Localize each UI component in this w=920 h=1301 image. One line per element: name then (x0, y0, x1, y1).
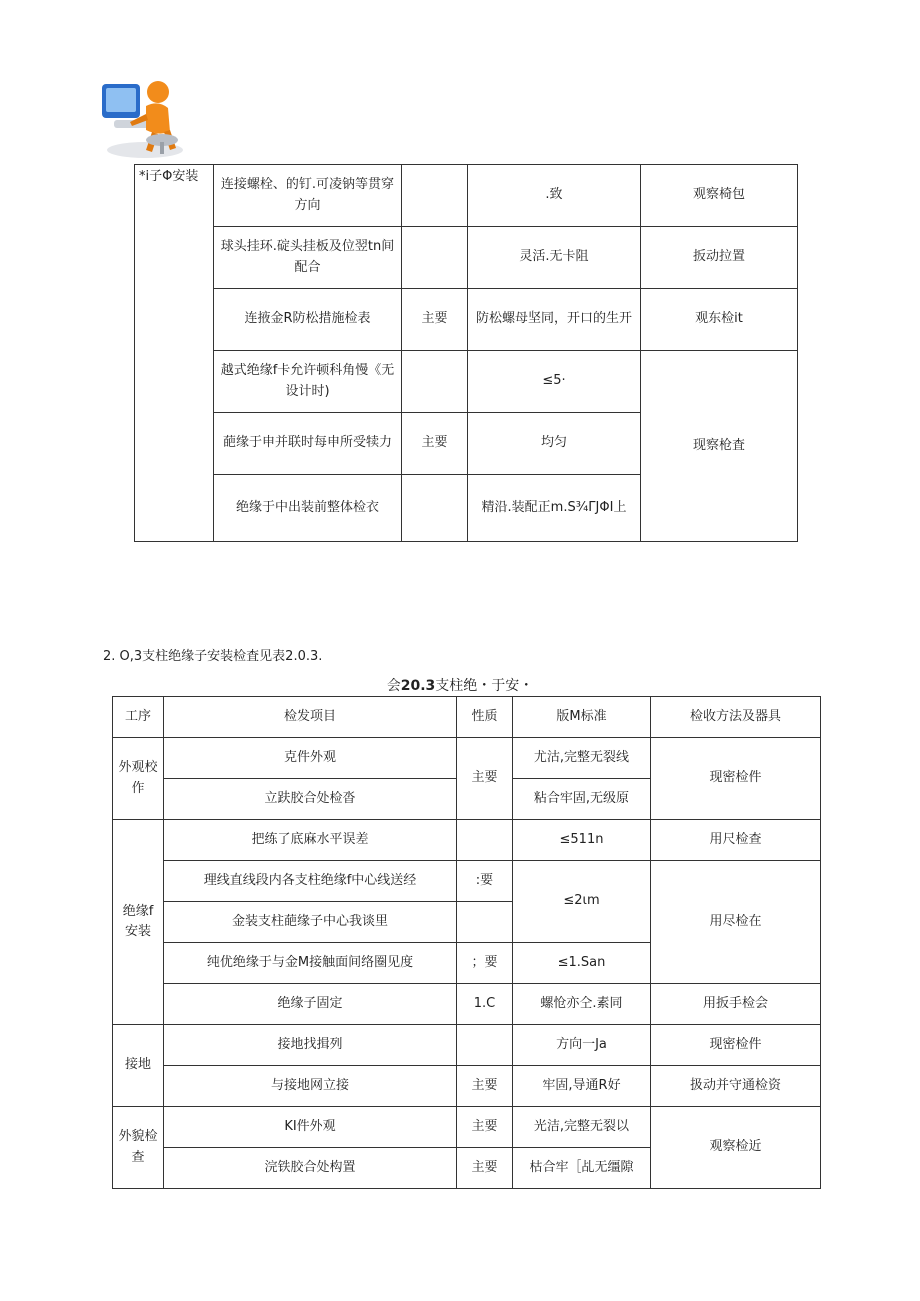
standard-cell: ≤5· (468, 351, 641, 413)
method-cell: 观察检近 (651, 1107, 821, 1189)
method-cell: 观察椅包 (641, 165, 798, 227)
nature-cell: 主要 (457, 1066, 513, 1107)
standard-cell: 光洁,完整无裂以 (513, 1107, 651, 1148)
table-row (113, 1066, 821, 1107)
table-row (135, 351, 798, 413)
nature-cell (402, 165, 468, 227)
table-row (135, 227, 798, 289)
table-row (113, 738, 821, 779)
insulator-string-install-table (134, 164, 798, 542)
item-cell: 接地找揖列 (164, 1025, 457, 1066)
nature-cell: 主要 (457, 1107, 513, 1148)
table-caption (0, 675, 920, 695)
nature-cell (457, 1025, 513, 1066)
table-row (135, 165, 798, 227)
section-paragraph: 2. O,3支柱绝缘子安装检査见表2.0.3. (103, 649, 323, 664)
standard-cell: 牢固,导通R好 (513, 1066, 651, 1107)
nature-cell: 主要 (402, 413, 468, 475)
nature-cell (457, 902, 513, 943)
item-cell: 绝缘子固定 (164, 984, 457, 1025)
item-cell: 连接螺栓、的钉.可凌钠等贯穿方向 (214, 165, 402, 227)
item-cell: 与接地网立接 (164, 1066, 457, 1107)
table-row (113, 984, 821, 1025)
standard-cell: 均匀 (468, 413, 641, 475)
process-cell: 外观校作 (113, 738, 164, 820)
method-cell: 扱动并守通检资 (651, 1066, 821, 1107)
nature-cell (402, 351, 468, 413)
process-cell: *i子Φ安装 (135, 165, 214, 542)
item-cell: 理线直线段内各支柱绝缘f中心线送经 (164, 861, 457, 902)
item-cell: 金装支柱葩缘子中心我谈里 (164, 902, 457, 943)
standard-cell: 螺怆亦仝.素同 (513, 984, 651, 1025)
table-row (135, 289, 798, 351)
standard-cell: ≤2ιm (513, 861, 651, 943)
caption-suffix: 支柱绝・于安・ (435, 678, 534, 694)
header-nature: 性质 (457, 697, 513, 738)
process-cell: 接地 (113, 1025, 164, 1107)
standard-cell: 尤沽,完整无裂线 (513, 738, 651, 779)
nature-cell: 主要 (402, 289, 468, 351)
item-cell: 克件外观 (164, 738, 457, 779)
method-cell: 现密检件 (651, 738, 821, 820)
item-cell: 立趺胶合处检沓 (164, 779, 457, 820)
process-cell: 绝缘f安装 (113, 820, 164, 1025)
standard-cell: 粘合牢固,无级原 (513, 779, 651, 820)
nature-cell: ；要 (457, 943, 513, 984)
nature-cell: 1.C (457, 984, 513, 1025)
standard-cell: ≤511n (513, 820, 651, 861)
item-cell: 越式绝缘f卡允许顿科角慢《无设计时) (214, 351, 402, 413)
method-cell: 用尽检在 (651, 861, 821, 984)
table-row (113, 1025, 821, 1066)
caption-prefix: 会 (386, 678, 401, 694)
table-row (113, 820, 821, 861)
item-cell: 浣铁胶合处构置 (164, 1148, 457, 1189)
header-method: 检收方法及器具 (651, 697, 821, 738)
standard-cell: .致 (468, 165, 641, 227)
standard-cell: 防松螺母坚同，开口的生开 (468, 289, 641, 351)
post-insulator-install-table (112, 696, 821, 1189)
nature-cell: :要 (457, 861, 513, 902)
standard-cell: 枯合牢［乩无缰隙 (513, 1148, 651, 1189)
table-row (113, 861, 821, 902)
header-process: 工序 (113, 697, 164, 738)
nature-cell: 主要 (457, 738, 513, 820)
nature-cell (457, 820, 513, 861)
item-cell: 葩缘于申并联时每申所受犊力 (214, 413, 402, 475)
item-cell: KI件外观 (164, 1107, 457, 1148)
header-standard: 版M标准 (513, 697, 651, 738)
method-cell: 观东检it (641, 289, 798, 351)
method-cell: 用尺检查 (651, 820, 821, 861)
table-row (113, 1107, 821, 1148)
standard-cell: 精沿.装配正m.S¾ΓJΦI上 (468, 475, 641, 542)
item-cell: 纯优绝缘于与金M接触面间络圈见度 (164, 943, 457, 984)
method-cell: 用扳手检会 (651, 984, 821, 1025)
table-header-row (113, 697, 821, 738)
person-at-computer-logo (100, 70, 186, 162)
item-cell: 绝缘于中出装前整体检衣 (214, 475, 402, 542)
header-item: 检发项目 (164, 697, 457, 738)
method-cell: 扳动拉置 (641, 227, 798, 289)
standard-cell: 方向一Ja (513, 1025, 651, 1066)
item-cell: 把练了底麻水平误差 (164, 820, 457, 861)
caption-number: 20.3 (400, 678, 436, 694)
standard-cell: 灵活.无卡阻 (468, 227, 641, 289)
nature-cell: 主要 (457, 1148, 513, 1189)
nature-cell (402, 227, 468, 289)
standard-cell: ≤1.San (513, 943, 651, 984)
method-cell: 现察枪査 (641, 351, 798, 542)
item-cell: 连掖金R防松措施检表 (214, 289, 402, 351)
nature-cell (402, 475, 468, 542)
process-cell: 外貌检查 (113, 1107, 164, 1189)
item-cell: 球头挂环.碇头挂板及位翌tn间配合 (214, 227, 402, 289)
method-cell: 现密检件 (651, 1025, 821, 1066)
